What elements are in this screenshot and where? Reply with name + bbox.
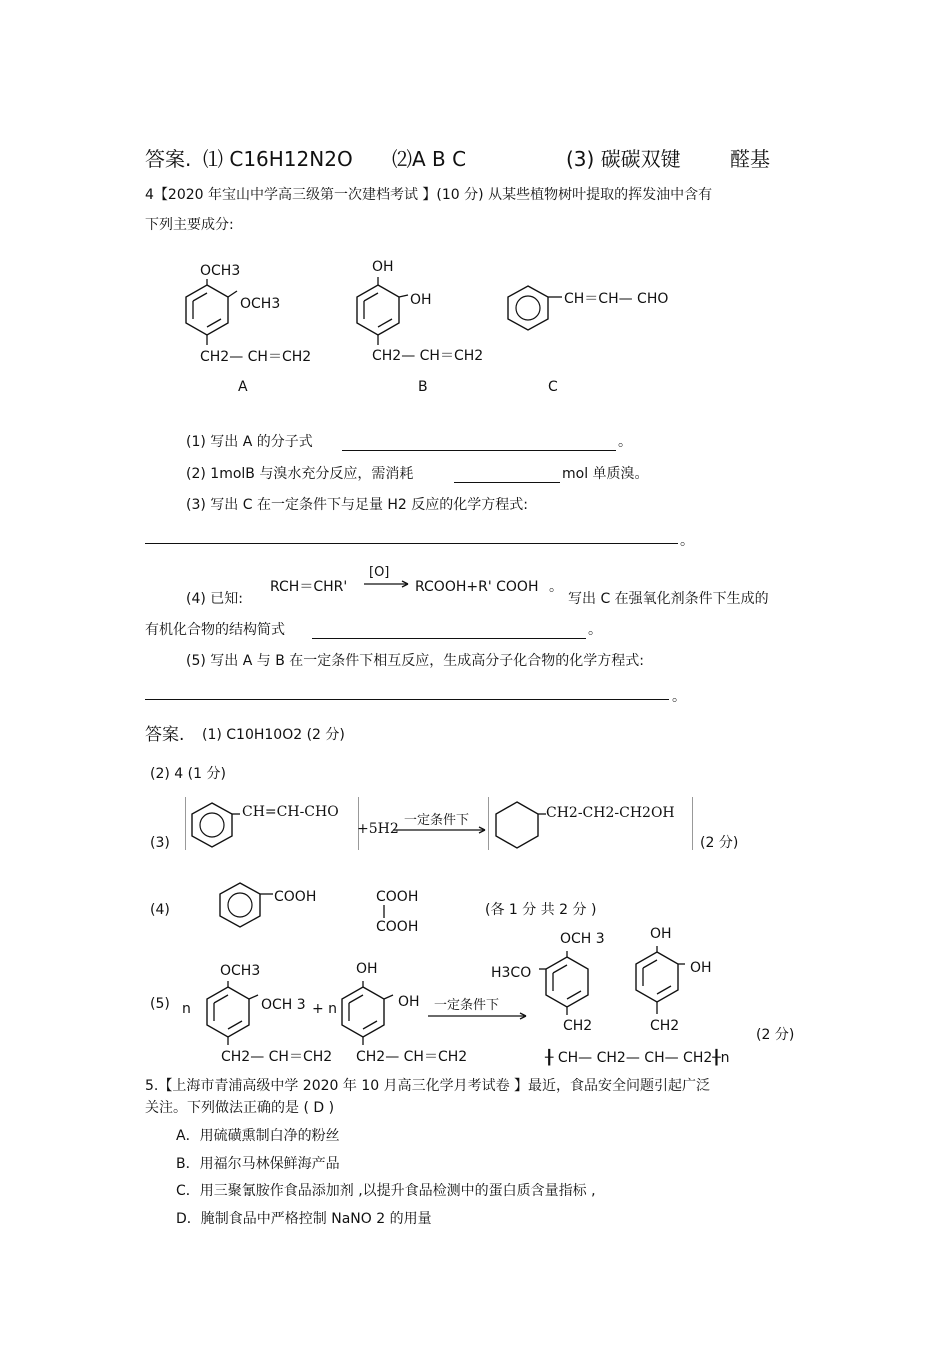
- struct-c-label: C: [548, 379, 558, 395]
- a5-product-och3: OCH 3: [560, 931, 605, 947]
- q4-s4-end: 。: [588, 622, 602, 638]
- q5-option-c[interactable]: C．用三聚氰胺作食品添加剂 ,以提升食品检测中的蛋白质含量指标 ,: [176, 1183, 596, 1199]
- answer-blank-4[interactable]: [312, 638, 586, 639]
- a5-product-chain: ╂ CH— CH2— CH— CH2╂n: [545, 1050, 730, 1066]
- ans4-a5-n1: n: [182, 1001, 191, 1017]
- ans4-a4-oxalic-bottom: COOH: [376, 919, 419, 935]
- q4-s1-end: 。: [618, 434, 632, 450]
- ans4-a5-label: (5): [150, 996, 170, 1012]
- answer-part-2: ⑵A B C: [392, 147, 467, 171]
- a5-ring-a: [206, 987, 250, 1037]
- a5-product-h3co: H3CO: [491, 965, 532, 981]
- struct-b-ring: [356, 285, 400, 335]
- answer-blank-3[interactable]: [145, 543, 678, 544]
- a5-product-ring-a: [545, 957, 589, 1007]
- answer-blank-5[interactable]: [145, 699, 669, 700]
- a3-reaction-arrow: [393, 826, 489, 834]
- answer-label: 答案.: [145, 147, 192, 171]
- answer-blank-1[interactable]: [342, 450, 616, 451]
- ans4-a4-oxalic-top: COOH: [376, 889, 419, 905]
- a5-product-oh-side: OH: [690, 960, 712, 976]
- struct-a-label: A: [238, 379, 248, 395]
- ans4-a4-label: (4): [150, 902, 170, 918]
- struct-b-chain: CH2— CH＝CH2: [372, 348, 484, 364]
- a5-product-ring-b: [635, 952, 679, 1002]
- a5-och3-side: OCH 3: [261, 997, 306, 1013]
- answer-blank-2[interactable]: [454, 482, 560, 483]
- ans4-a3-label: (3): [150, 835, 170, 851]
- a5-oh-side: OH: [398, 994, 420, 1010]
- q5-option-d[interactable]: D．腌制食品中严格控制 NaNO 2 的用量: [176, 1211, 432, 1227]
- a5-product-ch2-a: CH2: [563, 1018, 593, 1034]
- struct-c-chain: CH＝CH— CHO: [564, 291, 669, 307]
- q5-header-2: 关注。下列做法正确的是 ( D ): [145, 1100, 335, 1116]
- q4-s3-end: 。: [680, 533, 694, 549]
- ans4-a1: (1) C10H10O2 (2 分): [202, 727, 345, 743]
- cyclohexane-ring: [494, 802, 540, 848]
- struct-b-label: B: [418, 379, 428, 395]
- struct-b-oh-side: OH: [410, 292, 432, 308]
- q4-s1: (1) 写出 A 的分子式: [186, 434, 313, 450]
- a5-plus-n: + n: [312, 1001, 338, 1017]
- a5-oh-top: OH: [356, 961, 378, 977]
- ans4-a3-product: CH2-CH2-CH2OH: [546, 805, 675, 821]
- ans4-a3-reactant: CH=CH-CHO: [242, 804, 339, 820]
- q4-s4-rest: 写出 C 在强氧化剂条件下生成的: [568, 591, 769, 607]
- ans4-label: 答案.: [145, 725, 185, 745]
- a5-chain-b: CH2— CH＝CH2: [356, 1049, 468, 1065]
- a5-product-ch2-b: CH2: [650, 1018, 680, 1034]
- q4-s4-condition: [O]: [369, 565, 390, 580]
- struct-b-oh-top: OH: [372, 259, 394, 275]
- q4-header-2: 下列主要成分:: [145, 217, 234, 233]
- q5-option-b[interactable]: B．用福尔马林保鲜海产品: [176, 1156, 340, 1172]
- reaction-arrow: [364, 580, 412, 588]
- struct-a-och3-top: OCH3: [200, 263, 241, 279]
- q4-s4-reactant: RCH＝CHR': [270, 579, 348, 595]
- a5-ring-b: [341, 987, 385, 1037]
- q4-s2b: mol 单质溴。: [562, 466, 649, 482]
- struct-c-ring: [506, 286, 550, 330]
- q4-s4-product: RCOOH+R' COOH: [415, 579, 539, 595]
- answer-part-4: 醛基: [730, 147, 770, 171]
- ans4-a3-condition: 一定条件下: [404, 813, 470, 828]
- q4-s3: (3) 写出 C 在一定条件下与足量 H2 反应的化学方程式:: [186, 497, 529, 513]
- a5-condition: 一定条件下: [434, 998, 500, 1013]
- a5-chain-a: CH2— CH＝CH2: [221, 1049, 333, 1065]
- q4-s4-dot: 。: [549, 579, 563, 595]
- q4-s5-end: 。: [672, 689, 686, 705]
- q4-s2a: (2) 1molB 与溴水充分反应，需消耗: [186, 466, 414, 482]
- a3-benzene-ring: [190, 803, 234, 847]
- a5-product-oh-top: OH: [650, 926, 672, 942]
- ans4-a3-plus-h2: +5H2: [357, 821, 399, 837]
- ans4-a4-score: (各 1 分 共 2 分 ): [485, 902, 597, 918]
- ans4-a3-score: (2 分): [700, 835, 739, 851]
- q4-s5: (5) 写出 A 与 B 在一定条件下相互反应，生成高分子化合物的化学方程式:: [186, 653, 644, 669]
- q5-option-a[interactable]: A．用硫磺熏制白净的粉丝: [176, 1128, 340, 1144]
- ans4-a2: (2) 4 (1 分): [150, 766, 226, 782]
- answer-part-1: ⑴ C16H12N2O: [203, 147, 353, 171]
- a5-reaction-arrow: [428, 1012, 530, 1020]
- a5-och3-top: OCH3: [220, 963, 261, 979]
- q5-header: 5.【上海市青浦高级中学 2020 年 10 月高三化学月考试卷 】最近，食品安全问题引起广泛: [145, 1078, 711, 1094]
- a5-score: (2 分): [756, 1027, 795, 1043]
- ans4-a4-benzoic: COOH: [274, 889, 317, 905]
- q4-header: 4【2020 年宝山中学高三级第一次建档考试 】(10 分) 从某些植物树叶提取的挥发油中含有: [145, 187, 713, 203]
- q4-s4-line2: 有机化合物的结构简式: [145, 622, 285, 638]
- oxalic-bond: [382, 905, 386, 919]
- struct-a-ring: [185, 285, 229, 335]
- answer-part-3: (3) 碳碳双键: [566, 147, 681, 171]
- struct-a-chain: CH2— CH＝CH2: [200, 349, 312, 365]
- a4-benzene-ring: [219, 883, 261, 927]
- q4-s4-label: (4) 已知:: [186, 591, 243, 607]
- struct-a-och3-side: OCH3: [240, 296, 281, 312]
